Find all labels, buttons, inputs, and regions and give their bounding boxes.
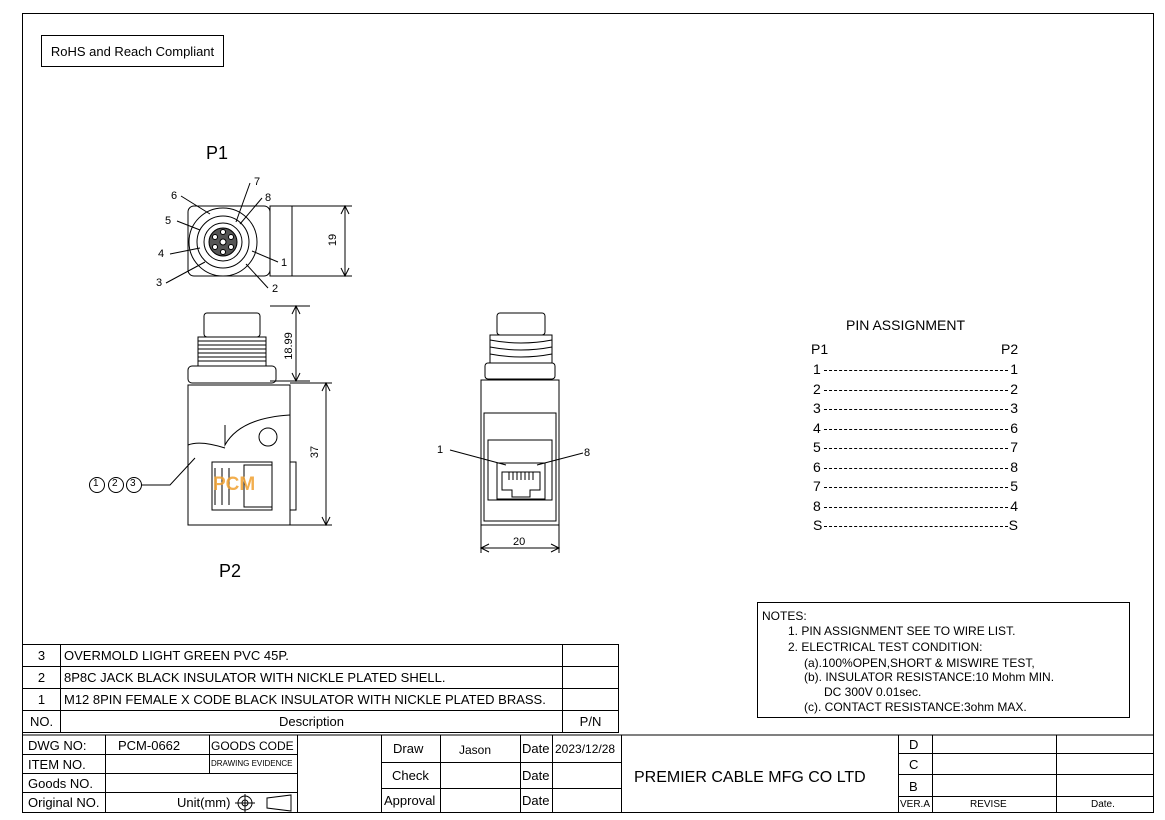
bom-no: 3 [23, 645, 61, 667]
bom-table [22, 644, 619, 733]
pin-wire-line [824, 390, 1008, 391]
pin-wire-line [824, 429, 1008, 430]
note-2: 2. ELECTRICAL TEST CONDITION: [788, 640, 983, 654]
dim-p2-height: 37 [309, 445, 322, 459]
pin-p2: 2 [1010, 380, 1018, 397]
goods-code-label: GOODS CODE [211, 739, 294, 753]
bom-desc: 8P8C JACK BLACK INSULATOR WITH NICKLE PLATED SHELL. [61, 667, 563, 689]
pin-p2: 6 [1010, 419, 1018, 436]
pin-assignment-title: PIN ASSIGNMENT [846, 317, 966, 333]
pin-p2: S [1008, 517, 1018, 533]
note-2b-cont: DC 300V 0.01sec. [824, 685, 922, 699]
bom-row [23, 667, 619, 689]
pin-p1: 5 [813, 439, 821, 455]
pin-assignment-row [813, 438, 1018, 457]
bom-no: 1 [23, 689, 61, 711]
pin-assignment-row [813, 458, 1018, 477]
approval-label: Approval [384, 793, 436, 808]
date-label: Date [522, 741, 550, 756]
jack-callout-1: 1 [437, 444, 444, 456]
jack-callout-8: 8 [584, 447, 591, 459]
pin-wire-line [824, 526, 1008, 527]
pin-p1: 8 [813, 497, 821, 514]
notes-title: NOTES: [762, 609, 807, 623]
bom-no: 2 [23, 667, 61, 689]
note-2b: (b). INSULATOR RESISTANCE:10 Mohm MIN. [804, 670, 1055, 684]
pin-assignment-p1-head: P1 [811, 341, 829, 357]
bom-row [23, 645, 619, 667]
bom-row [23, 689, 619, 711]
company-name: PREMIER CABLE MFG CO LTD [634, 769, 866, 786]
pin-wire-line [824, 409, 1008, 410]
pin-p2: 4 [1010, 497, 1018, 514]
pin-p2: 8 [1010, 458, 1018, 475]
pin-wire-line [824, 507, 1008, 508]
pin-p2: 5 [1010, 478, 1018, 494]
dim-p2-top: 18.99 [282, 332, 295, 360]
bom-header-desc: Description [61, 711, 563, 733]
pin-p2: 1 [1010, 361, 1018, 377]
balloon-1: 1 [93, 478, 99, 489]
pin-callout-3: 3 [156, 277, 163, 289]
note-2a: (a).100%OPEN,SHORT & MISWIRE TEST, [804, 656, 1035, 670]
pin-assignment-p2-head: P2 [1001, 341, 1019, 357]
pin-p1: 1 [813, 361, 821, 377]
bom-pn [563, 689, 619, 711]
item-no-label: ITEM NO. [28, 757, 86, 772]
bom-header-no: NO. [23, 711, 61, 733]
bom-pn [563, 667, 619, 689]
revision-c: C [909, 757, 919, 772]
pin-assignment-row [813, 380, 1018, 399]
projection-symbol-icon [233, 794, 295, 812]
drawing-date: 2023/12/28 [555, 742, 616, 756]
pin-p1: 2 [813, 380, 821, 397]
pcm-watermark: PCM [213, 474, 256, 495]
pin-wire-line [824, 487, 1008, 488]
pin-callout-5: 5 [165, 215, 172, 227]
pin-assignment-row [813, 477, 1018, 496]
pin-wire-line [824, 370, 1008, 371]
approval-date-label: Date [522, 793, 550, 808]
drawer-name: Jason [459, 743, 492, 757]
pin-callout-7: 7 [254, 176, 261, 188]
unit-label: Unit(mm) [177, 795, 231, 810]
pin-assignment-row [813, 497, 1018, 516]
bom-header-pn: P/N [563, 711, 619, 733]
balloon-3: 3 [130, 478, 136, 489]
dwg-no: PCM-0662 [118, 738, 181, 753]
pin-p1: 7 [813, 478, 821, 494]
check-label: Check [392, 768, 429, 783]
pin-callout-8: 8 [265, 192, 272, 204]
dim-front-width: 20 [513, 536, 526, 548]
pin-p1: 3 [813, 400, 821, 416]
bom-header [23, 711, 619, 733]
pin-p1: 4 [813, 419, 821, 436]
balloon-2: 2 [112, 478, 118, 489]
pin-wire-line [824, 448, 1008, 449]
original-no-label: Original NO. [28, 795, 100, 810]
dim-p1-height: 19 [327, 233, 340, 247]
pin-assignment-row [813, 360, 1018, 379]
pin-p2: 7 [1010, 439, 1018, 455]
goods-no-label: Goods NO. [28, 776, 94, 791]
dwg-no-label: DWG NO: [28, 738, 87, 753]
pin-callout-4: 4 [158, 248, 165, 260]
p2-view-label: P2 [219, 561, 242, 581]
draw-label: Draw [393, 741, 424, 756]
check-date-label: Date [522, 768, 550, 783]
revise-label: REVISE [970, 799, 1007, 810]
pin-assignment-row [813, 516, 1018, 535]
bom-pn [563, 645, 619, 667]
pin-wire-line [824, 468, 1008, 469]
pin-assignment-row [813, 399, 1018, 418]
drawing-evidence: DRAWING EVIDENCE [211, 759, 293, 768]
p1-view-label: P1 [206, 143, 229, 163]
notes-box [757, 602, 1130, 718]
pin-p2: 3 [1010, 400, 1018, 416]
compliance-box: RoHS and Reach Compliant [41, 35, 224, 67]
pin-callout-2: 2 [272, 283, 279, 295]
pin-callout-6: 6 [171, 190, 178, 202]
version-label: VER.A [900, 799, 931, 810]
bom-desc: M12 8PIN FEMALE X CODE BLACK INSULATOR WITH NICKLE PLATED BRASS. [61, 689, 563, 711]
pin-assignment-row [813, 419, 1018, 438]
note-1: 1. PIN ASSIGNMENT SEE TO WIRE LIST. [788, 624, 1016, 638]
pin-callout-1: 1 [281, 257, 288, 269]
bom-desc: OVERMOLD LIGHT GREEN PVC 45P. [61, 645, 563, 667]
pin-p1: S [813, 517, 823, 533]
revision-d: D [909, 737, 919, 752]
note-2c: (c). CONTACT RESISTANCE:3ohm MAX. [804, 700, 1027, 714]
revision-b: B [909, 779, 918, 794]
pin-p1: 6 [813, 458, 821, 475]
revision-date-label: Date. [1091, 799, 1115, 810]
